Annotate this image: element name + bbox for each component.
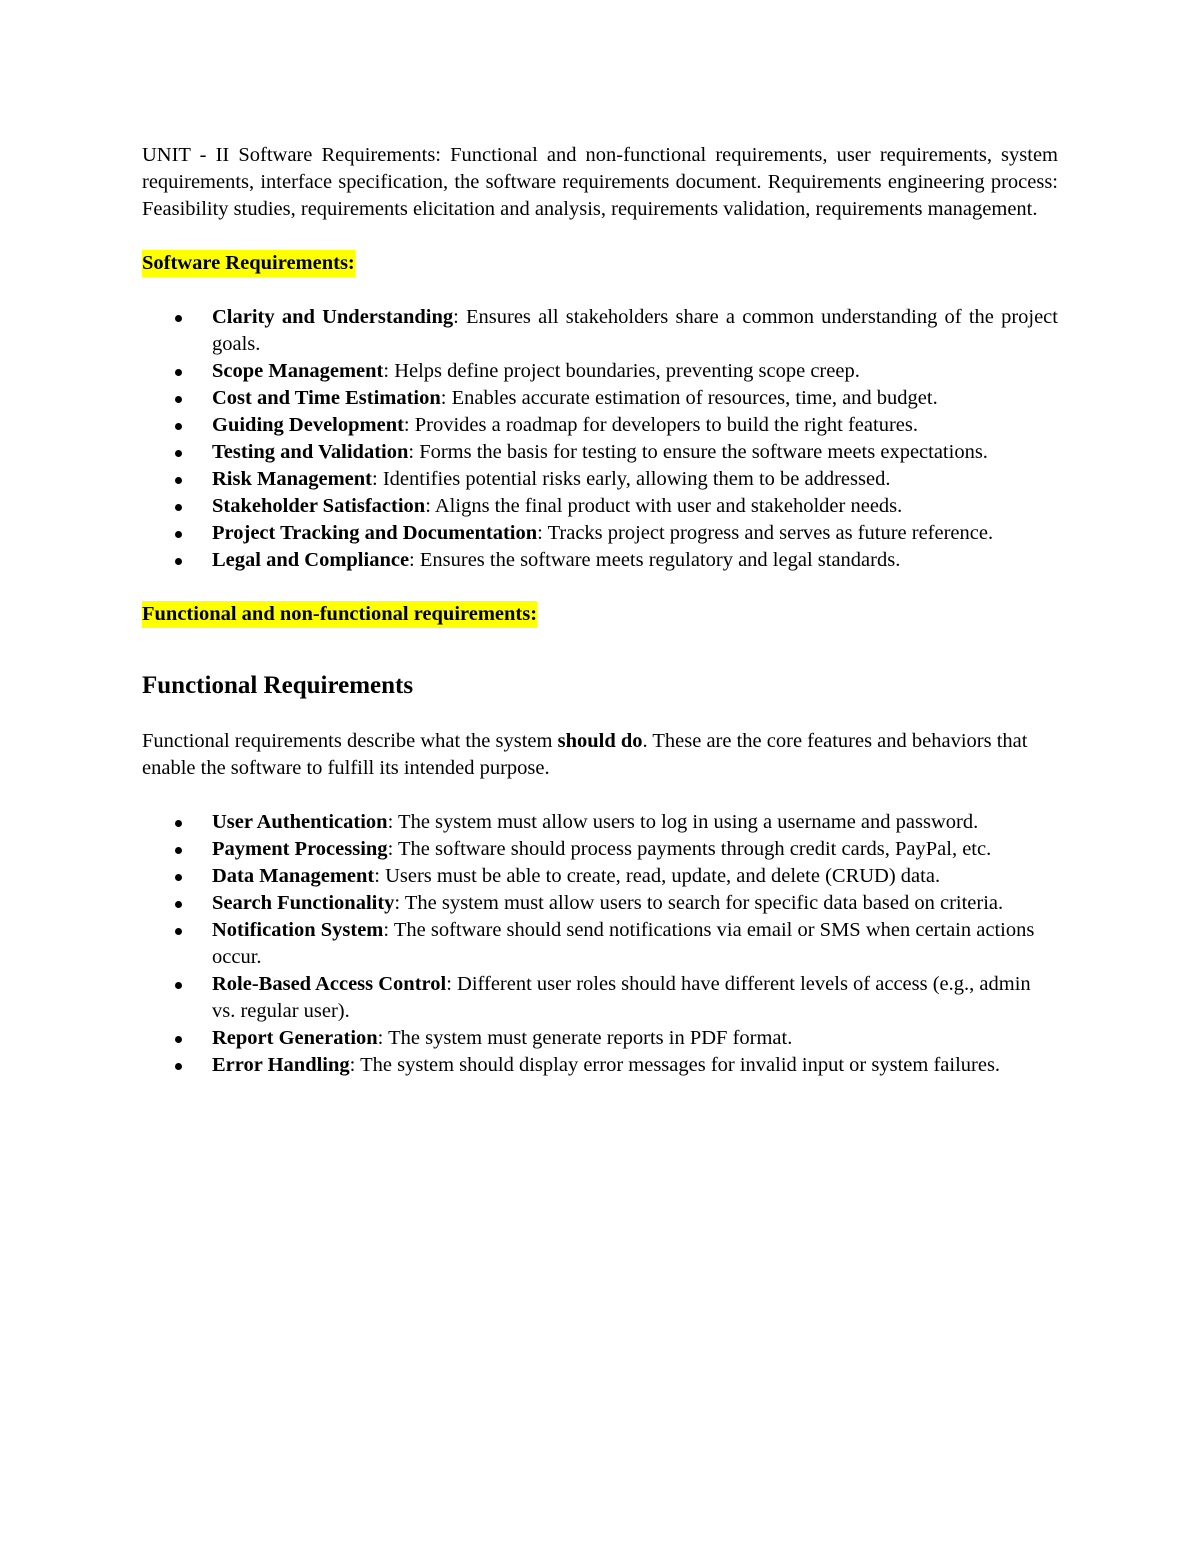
functional-requirements-list bbox=[142, 809, 1058, 1079]
item-term: Clarity and Understanding bbox=[212, 306, 454, 328]
item-term: Search Functionality bbox=[212, 892, 395, 914]
list-item bbox=[142, 358, 1058, 385]
list-item bbox=[142, 439, 1058, 466]
item-term: User Authentication bbox=[212, 811, 388, 833]
list-item bbox=[142, 809, 1058, 836]
item-term: Payment Processing bbox=[212, 838, 388, 860]
list-item bbox=[142, 836, 1058, 863]
list-item bbox=[142, 917, 1058, 971]
list-item bbox=[142, 890, 1058, 917]
item-term: Notification System bbox=[212, 919, 384, 941]
item-text: : Identifies potential risks early, allowing them to be addressed. bbox=[372, 468, 891, 490]
item-text: : Provides a roadmap for developers to build the right features. bbox=[403, 414, 918, 436]
item-text: : The system must generate reports in PDF format. bbox=[377, 1027, 793, 1049]
item-text: : The system must allow users to search for specific data based on criteria. bbox=[394, 892, 1004, 914]
list-item bbox=[142, 466, 1058, 493]
description-text: . These are the core features and behaviors that enable the software to fulfill its intended purpose. bbox=[142, 730, 1028, 779]
highlighted-heading: Functional and non-functional requirements: bbox=[142, 601, 537, 628]
list-item bbox=[142, 493, 1058, 520]
item-text: : The system should display error messages for invalid input or system failures. bbox=[349, 1054, 1001, 1076]
item-text: : Forms the basis for testing to ensure the software meets expectations. bbox=[408, 441, 988, 463]
functional-requirements-title: Functional Requirements bbox=[142, 672, 414, 699]
list-item bbox=[142, 412, 1058, 439]
functional-description bbox=[142, 728, 1058, 782]
item-text: : Ensures all stakeholders share a common understanding of the project goals. bbox=[212, 306, 1058, 355]
item-text: : The software should send notifications via email or SMS when certain actions occur. bbox=[212, 919, 1035, 968]
item-term: Project Tracking and Documentation bbox=[212, 522, 538, 544]
item-term: Testing and Validation bbox=[212, 441, 409, 463]
highlighted-heading: Software Requirements: bbox=[142, 250, 355, 277]
list-item bbox=[142, 1052, 1058, 1079]
item-term: Stakeholder Satisfaction bbox=[212, 495, 426, 517]
item-text: : Ensures the software meets regulatory and legal standards. bbox=[409, 549, 901, 571]
item-term: Scope Management bbox=[212, 360, 384, 382]
software-requirements-heading bbox=[142, 250, 1058, 277]
item-term: Error Handling bbox=[212, 1054, 350, 1076]
list-item bbox=[142, 385, 1058, 412]
item-term: Report Generation bbox=[212, 1027, 378, 1049]
item-text: : Aligns the final product with user and stakeholder needs. bbox=[425, 495, 903, 517]
document-body bbox=[142, 142, 1058, 1079]
item-text: : Enables accurate estimation of resources, time, and budget. bbox=[440, 387, 938, 409]
item-text: : Tracks project progress and serves as future reference. bbox=[537, 522, 994, 544]
item-term: Risk Management bbox=[212, 468, 373, 490]
item-term: Guiding Development bbox=[212, 414, 404, 436]
item-text: : The system must allow users to log in using a username and password. bbox=[387, 811, 979, 833]
item-term: Role-Based Access Control bbox=[212, 973, 447, 995]
item-text: : Different user roles should have different levels of access (e.g., admin vs. regular user). bbox=[212, 973, 1031, 1022]
item-text: : The software should process payments through credit cards, PayPal, etc. bbox=[387, 838, 992, 860]
item-term: Data Management bbox=[212, 865, 375, 887]
item-term: Cost and Time Estimation bbox=[212, 387, 441, 409]
list-item bbox=[142, 304, 1058, 358]
list-item bbox=[142, 520, 1058, 547]
item-text: : Users must be able to create, read, update, and delete (CRUD) data. bbox=[374, 865, 941, 887]
software-requirements-list bbox=[142, 304, 1058, 574]
item-text: : Helps define project boundaries, preventing scope creep. bbox=[383, 360, 860, 382]
description-text: Functional requirements describe what the system bbox=[142, 730, 558, 752]
fnf-heading bbox=[142, 601, 1058, 628]
item-term: Legal and Compliance bbox=[212, 549, 410, 571]
unit-intro-paragraph: UNIT - II Software Requirements: Functional and non-functional requirements, user requirements, system requirements, interface specification, the software requirements document. Requirements engineering process: Feasibility studies, requirements elicitation and analysis, requirements validation, requirements management. bbox=[142, 144, 1058, 220]
list-item bbox=[142, 863, 1058, 890]
description-emphasis: should do bbox=[557, 730, 643, 752]
list-item bbox=[142, 971, 1058, 1025]
list-item bbox=[142, 1025, 1058, 1052]
list-item bbox=[142, 547, 1058, 574]
